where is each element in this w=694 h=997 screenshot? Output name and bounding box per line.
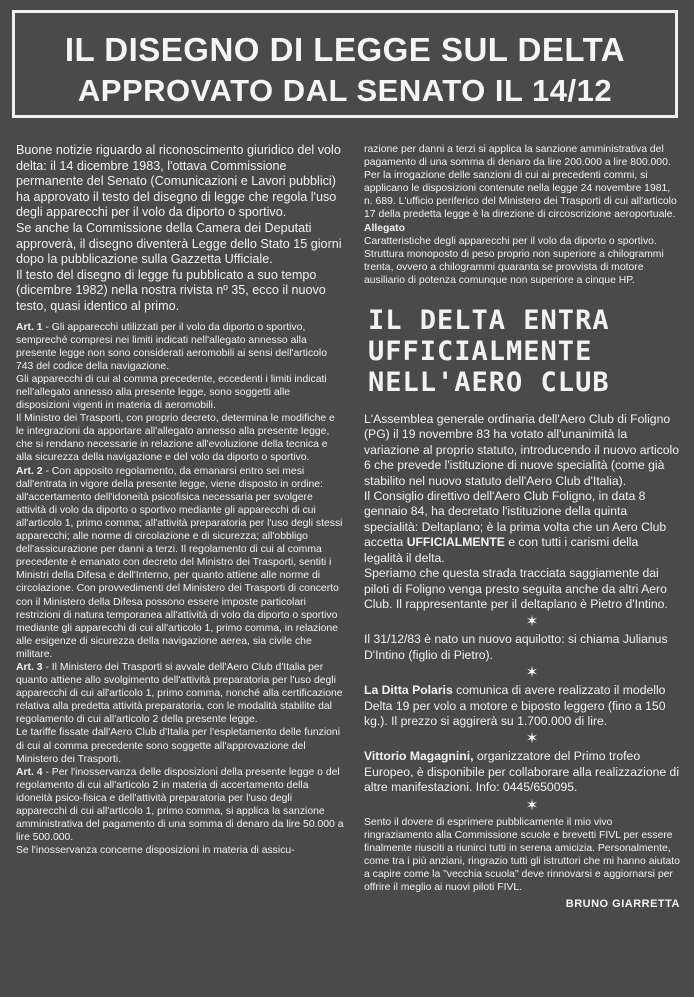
news-polaris-bold: La Ditta Polaris [364, 683, 453, 698]
left-column [16, 143, 344, 857]
news-polaris-text: comunica di avere realizzato il modello Delta 19 per volo a motore e biposto leggero (fino a 150 kg.). Il prezzo si aggirerà su 1.700.000 di lire. [364, 683, 666, 728]
allegato-text: Caratteristiche degli apparecchi per il volo da diporto o sportivo. Struttura monoposto di peso proprio non superiore a chilogrammi trenta, ovvero a chilogrammi quaranta se provvista di motore ausiliario di potenza comunque non superiore a cinque HP. [364, 235, 664, 286]
closing-paragraph: Sento il dovere di esprimere pubblicamente il mio vivo ringraziamento alla Commissione scuole e brevetti FIVL per essere finalmente riusciti a riunirci tutti in serena amicizia. Personalmente, come tra i più anziani, ringrazio tutti gli istruttori che mi hanno aiutato a capire come la "vecchia scuola" deve rinnovarsi e aggiornarsi per offrire il meglio ai nuovi piloti FIVL. [364, 816, 680, 894]
article-2-text: - Con apposito regolamento, da emanarsi entro sei mesi dall'entrata in vigore della presente legge, viene disposto in ordine: all'accertamento dell'idoneità psicofisica necessaria per svolgere attività di volo da diporto o sportivo mediante gli apparecchi di cui all'articolo 1, primo comma; all'attività preparatoria per l'uso degli stessi apparecchi; alle norme di circolazione e di sicurezza; all'obbligo dell'assicurazione per danni a terzi. Il regolamento di cui al comma precedente è emanato con decreto del Ministro dei Trasporti, sentiti i Ministri della Difesa e dell'Interno, per quanto attiene alle norme di circolazione. Con provvedimenti del Ministero dei Trasporti di concerto con il Ministero della Difesa possono essere imposte particolari restrizioni di natura temporanea all'attività di volo da diporto o sportivo mediante gli apparecchi di cui all'articolo 1, primo comma, in relazione alle esigenze di sicurezza della navigazione aerea, sia civile che militare. [16, 465, 343, 660]
aeroclub-paragraph-2-a: Il Consiglio direttivo dell'Aero Club Foligno, in data 8 gennaio 84, ha decretato l'istituzione della quinta specialità: Deltaplano; è la prima volta che un Aero Club accetta [364, 489, 667, 550]
right-column [364, 143, 680, 910]
aeroclub-paragraph-2-c: e con tutti i carismi della legalità il delta. [364, 535, 639, 565]
star-divider-icon: ✶ [525, 796, 539, 814]
article-3-label: Art. 3 [16, 661, 43, 673]
article-3-paragraph-2: Le tariffe fissate dall'Aero Club d'Italia per l'espletamento delle funzioni di cui al comma precedente sono soggette all'approvazione del Ministero dei Trasporti. [16, 727, 341, 765]
headline-line-2: APPROVATO DAL SENATO IL 14/12 [77, 73, 613, 108]
aeroclub-paragraph-2 [364, 489, 680, 566]
news-birth: Il 31/12/83 è nato un nuovo aquilotto: si chiama Julianus D'Intino (figlio di Pietro). [364, 632, 668, 662]
news-polaris [364, 683, 680, 729]
intro-paragraph-1: Buone notizie riguardo al riconoscimento giuridico del volo delta: il 14 dicembre 1983, l'ottava Commissione permanente del Senato (Comunicazioni e Lavori pubblici) ha approvato il testo del disegno di legge che regola l'uso degli apparecchi per il volo da diporto o sportivo. [16, 143, 341, 220]
news-magagnini-text: organizzatore del Primo trofeo Europeo, è disponibile per collaborare alla realizzazione di altre manifestazioni. Info: 0445/650095. [364, 749, 680, 795]
news-magagnini [364, 749, 680, 795]
star-divider-icon: ✶ [525, 664, 539, 682]
aeroclub-paragraph-1: L'Assemblea generale ordinaria dell'Aero Club di Foligno (PG) il 19 novembre 83 ha votato all'unanimità la variazione al proprio statuto, introducendo il nuovo articolo 6 che prevede l'istituzione di nuove specialità (come già stabilito nel nuovo statuto dell'Aero Club d'Italia). [364, 412, 680, 488]
star-divider-icon: ✶ [525, 613, 539, 631]
aeroclub-emphasis: UFFICIALMENTE [406, 535, 505, 550]
article-1-paragraph-2: Gli apparecchi di cui al comma precedente, eccedenti i limiti indicati nell'allegato annesso alla presente legge, sono soggetti alle disposizioni vigenti in materia di aeromobili. [16, 373, 327, 412]
section-title-line-1: IL DELTA ENTRA [368, 305, 610, 337]
article-4-continued-2: Per la irrogazione delle sanzioni di cui ai precedenti commi, si applicano le disposizioni contenute nella legge 24 novembre 1981, n. 689. L'ufficio periferico del Ministero dei Trasporti di cui all'articolo 17 della predetta legge è la direzione di circoscrizione aeroportuale. [364, 170, 677, 221]
section-title-line-2: UFFICIALMENTE [368, 336, 593, 368]
news-magagnini-bold: Vittorio Magagnini, [364, 749, 474, 764]
article-4 [16, 766, 344, 845]
intro-paragraph-2: Se anche la Commissione della Camera dei Deputati approverà, il disegno diventerà Legge dello Stato 15 giorni dopo la pubblicazione sulla Gazzetta Ufficiale. [16, 220, 342, 267]
section-title-line-3: NELL'AERO CLUB [368, 367, 610, 399]
article-4-text: - Per l'inosservanza delle disposizioni della presente legge o del regolamento di cui all'articolo 2 in materia di accertamento della idoneità psico-fisica e dell'attività preparatoria per l'uso degli apparecchi di cui all'articolo 1, primo comma, si applica la sanzione amministrativa del pagamento di una somma di denaro da lire 50.000 a lire 500.000. [16, 766, 344, 844]
signature: BRUNO GIARRETTA [565, 898, 680, 911]
article-4-continued: razione per danni a terzi si applica la sanzione amministrativa del pagamento di una somma di denaro da lire 200.000 a lire 800.000. [364, 144, 671, 169]
article-4-paragraph-2: Se l'inosservanza concerne disposizioni in materia di assicu- [16, 845, 295, 857]
headline-box [12, 10, 678, 118]
intro-paragraph-3: Il testo del disegno di legge fu pubblicato a suo tempo (dicembre 1982) nella nostra rivista nº 35, ecco il nuovo testo, quasi identico al primo. [16, 267, 326, 313]
article-1-label: Art. 1 [16, 321, 43, 333]
allegato-label: Allegato [364, 222, 405, 234]
headline-line-1: IL DISEGNO DI LEGGE SUL DELTA [64, 31, 626, 68]
section-title [368, 305, 680, 398]
article-3 [16, 661, 344, 726]
article-1 [16, 321, 344, 373]
star-divider-icon: ✶ [525, 730, 539, 748]
article-4-label: Art. 4 [16, 766, 43, 778]
article-2-label: Art. 2 [16, 465, 43, 477]
article-2 [16, 465, 344, 661]
aeroclub-paragraph-3: Speriamo che questa strada tracciata saggiamente dai piloti di Foligno venga presto seguita anche da altri Aero Club. Il rappresentante per il deltaplano è Pietro d'Intino. [364, 566, 668, 611]
article-1-paragraph-3: Il Ministro dei Trasporti, con proprio decreto, determina le modifiche e le integrazioni da apportare all'allegato annesso alla presente legge, che si rendano necessarie in relazione all'evoluzione della tecnica e alla sicurezza della navigazione e del volo da diporto o sportivo. [16, 413, 335, 464]
article-1-text: - Gli apparecchi utilizzati per il volo da diporto o sportivo, sempreché compresi nei limiti indicati nell'allegato annesso alla presente legge non sono considerati aeromobili ai sensi dell'articolo 743 del codice della navigazione. [16, 321, 328, 372]
article-3-text: - Il Ministero dei Trasporti si avvale dell'Aero Club d'Italia per quanto attiene allo svolgimento dell'attività preparatoria per l'uso degli apparecchi di cui all'articolo 1, primo comma, nonché alla certificazione relativa alla predetta attività preparatoria, con le modalità stabilite dal regolamento di cui all'articolo 2 della presente legge. [16, 661, 343, 726]
